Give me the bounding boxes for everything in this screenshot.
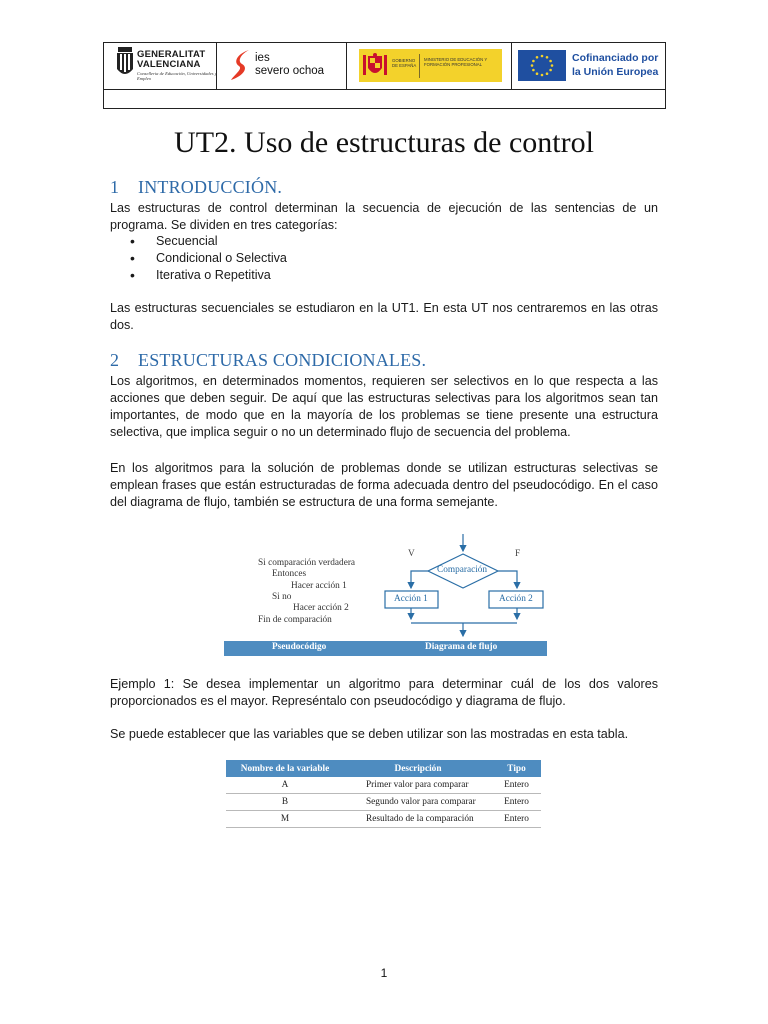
true-branch-arrow [411,571,428,588]
true-label: V [408,549,415,559]
pseudocode-line: Hacer acción 2 [293,603,349,613]
false-branch-arrow [498,571,517,588]
figure-caption-bar [224,641,547,656]
section1-heading [110,176,282,198]
table-header-row [226,760,541,777]
pseudocode-line: Fin de comparación [258,615,332,625]
generalitat-logo [104,43,217,89]
pseudocode-line: Si comparación verdadera [258,558,356,568]
list-item: • Condicional o Selectiva [130,250,287,267]
table-cell: Entero [492,811,541,828]
eu-flag-icon [518,50,566,81]
eu-logo [512,43,667,89]
list-item: • Iterativa o Repetitiva [130,267,287,284]
action1-label: Acción 1 [394,594,428,604]
conditional-figure [224,532,547,656]
section2-paragraph2: En los algoritmos para la solución de problemas donde se utilizan estructuras selectivas se emplean frases que están estructuradas de forma adecuada dentro del pseudocódigo. En el caso del diagrama de flujo, también se estructura de una forma semejante. [110,461,658,509]
pseudocode-line: Hacer acción 1 [291,581,347,591]
example1-paragraph: Ejemplo 1: Se desea implementar un algoritmo para determinar cuál de los dos valores proporcionados es el mayor. Represéntalo con pseudocódigo y diagrama de flujo. [110,677,658,708]
ies-logo [217,43,347,89]
table-row [226,794,541,811]
table-row [226,811,541,828]
section1-paragraph2: Las estructuras secuenciales se estudiaron en la UT1. En esta UT nos centraremos en las otras dos. [110,301,658,332]
ministerio-divider [419,54,420,78]
ies-line2: severo ochoa [255,65,325,77]
caption-pseudocode: Pseudocódigo [272,642,327,652]
spain-coat-of-arms-icon [362,52,388,79]
pseudocode-line: Si no [272,592,292,602]
section2-title: ESTRUCTURAS CONDICIONALES. [138,350,427,370]
header-logo-table [103,42,666,109]
ies-swoosh-icon [229,48,253,82]
decision-label: Comparación [437,565,488,575]
section1-number: 1 [110,177,120,197]
table-cell: Resultado de la comparación [344,811,492,828]
variables-paragraph: Se puede establecer que las variables que se deben utilizar son las mostradas en esta tabla. [110,727,629,741]
section1-paragraph1: Las estructuras de control determinan la secuencia de ejecución de las sentencias de un programa. Se dividen en tres categorías: [110,201,658,232]
table-cell: Primer valor para comparar [344,777,492,794]
header-logo-row [104,43,665,90]
section2-paragraph1: Los algoritmos, en determinados momentos, requieren ser selectivos en lo que respecta a las acciones que deben seguir. De aquí que las estructuras selectivas para los algoritmos sean tan importantes, de modo que en la mayoría de los problemas se tiene presente una estructura selectiva, que implica seguir o no un determinado flujo de secuencia del problema. [110,374,658,439]
ministerio-logo [347,43,512,89]
column-header: Tipo [492,760,541,777]
table-cell: Entero [492,794,541,811]
table-row [226,777,541,794]
table-cell: Entero [492,777,541,794]
column-header: Nombre de la variable [226,760,344,777]
flow-diagram [374,532,547,640]
table-cell: M [226,811,344,828]
generalitat-line2: VALENCIANA [137,59,201,70]
table-cell: A [226,777,344,794]
ies-line1: ies [255,52,270,64]
categories-list [130,233,287,284]
list-item: • Secuencial [130,233,287,250]
ministerio-text: MINISTERIO DE EDUCACIÓN Y FORMACIÓN PROFESIONAL [424,57,488,67]
variables-table [226,760,541,828]
action2-label: Acción 2 [499,594,533,604]
section1-title: INTRODUCCIÓN. [138,177,283,197]
section2-number: 2 [110,350,120,370]
eu-line1: Cofinanciado por [572,52,659,64]
eu-line2: la Unión Europea [572,66,659,78]
table-cell: Segundo valor para comparar [344,794,492,811]
false-label: F [515,549,521,559]
ministerio-banner [359,49,502,82]
section2-heading [110,349,426,371]
pseudocode-line: Entonces [272,569,307,579]
generalitat-shield-icon [116,47,134,79]
column-header: Descripción [344,760,492,777]
page-title: UT2. Uso de estructuras de control [174,126,594,159]
caption-flowchart: Diagrama de flujo [425,642,498,652]
generalitat-line1: GENERALITAT [137,49,206,60]
table-cell: B [226,794,344,811]
generalitat-line3: Conselleria de Educación, Universidades y Empleo [137,71,217,81]
page-number: 1 [380,966,388,980]
gobierno-text: GOBIERNO DE ESPAÑA [392,58,417,68]
